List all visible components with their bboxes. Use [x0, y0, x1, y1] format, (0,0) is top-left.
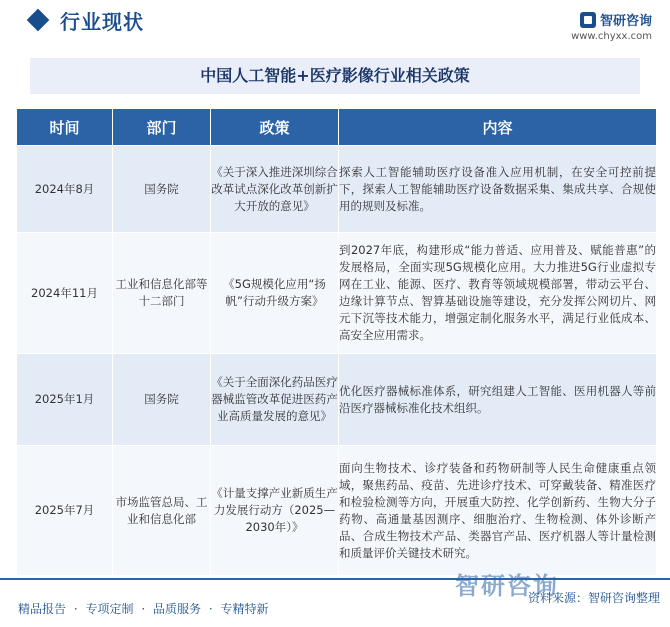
cell-policy: 《计量支撑产业新质生产力发展行动方（2025—2030年）》 [211, 446, 339, 576]
cell-content: 到2027年底，构建形成“能力普适、应用普及、赋能普惠”的发展格局，全面实现5G规模化应用。大力推进5G行业虚拟专网在工业、能源、医疗、教育等领域规模部署，带动云平台、边缘计算节点、智算基础设施等建设，充分发挥公网切片、网元下沉等技术能力，增强定制化服务水平，满足行业低成本、高安全应用需求。 [339, 233, 657, 354]
logo-name: 智研咨询 [599, 14, 652, 29]
page-header [0, 0, 670, 44]
cell-dept: 市场监管总局、工业和信息化部 [113, 446, 211, 576]
cell-time: 2024年11月 [17, 233, 113, 354]
cell-time: 2025年7月 [17, 446, 113, 576]
diamond-icon [27, 9, 50, 32]
footer-item: 精品报告 [18, 602, 67, 616]
table-row [17, 446, 657, 576]
column-header-time: 时间 [17, 109, 113, 146]
column-header-policy: 政策 [211, 109, 339, 146]
footer-watermark: 智研咨询 [455, 572, 559, 600]
cell-content: 优化医疗器械标准体系，研究组建人工智能、医用机器人等前沿医疗器械标准化技术组织。 [339, 354, 657, 446]
footer-separator: · [208, 602, 213, 616]
footer-item: 品质服务 [153, 602, 202, 616]
table-row [17, 146, 657, 233]
source-note: 资料来源：智研咨询整理 [527, 591, 660, 605]
section-title: 行业现状 [60, 10, 144, 34]
footer-divider [0, 578, 670, 580]
cell-time: 2025年1月 [17, 354, 113, 446]
footer-tagline [18, 600, 273, 617]
cell-dept: 工业和信息化部等十二部门 [113, 233, 211, 354]
brand-logo [571, 10, 652, 42]
cell-content: 探索人工智能辅助医疗设备准入应用机制，在安全可控前提下，探索人工智能辅助医疗设备数据采集、集成共享、合规使用的规则及标准。 [339, 146, 657, 233]
column-header-content: 内容 [339, 109, 657, 146]
footer-separator: · [141, 602, 146, 616]
footer-item: 专精特新 [220, 602, 269, 616]
cell-time: 2024年8月 [17, 146, 113, 233]
column-header-dept: 部门 [113, 109, 211, 146]
cell-policy: 《关于深入推进深圳综合改革试点深化改革创新扩大开放的意见》 [211, 146, 339, 233]
policy-table [16, 108, 657, 576]
footer-item: 专项定制 [85, 602, 134, 616]
cell-content: 面向生物技术、诊疗装备和药物研制等人民生命健康重点领域，聚焦药品、疫苗、先进诊疗技术、可穿戴装备、精准医疗和检验检测等方向，开展重大防控、化学创新药、生物大分子药物、高通量基因测序、细胞治疗、生物检测、体外诊断产品、合成生物技术产品、类器官产品、医疗机器人等计量检测和质量评价关键技术研究。 [339, 446, 657, 576]
cell-dept: 国务院 [113, 354, 211, 446]
cell-dept: 国务院 [113, 146, 211, 233]
table-row [17, 233, 657, 354]
logo-url: www.chyxx.com [571, 31, 652, 42]
table-title: 中国人工智能+医疗影像行业相关政策 [30, 58, 640, 94]
footer-separator: · [73, 602, 78, 616]
cell-policy: 《关于全面深化药品医疗器械监管改革促进医药产业高质量发展的意见》 [211, 354, 339, 446]
table-row [17, 354, 657, 446]
logo-icon [580, 12, 596, 28]
table-header-row [17, 109, 657, 146]
cell-policy: 《5G规模化应用“扬帆”行动升级方案》 [211, 233, 339, 354]
